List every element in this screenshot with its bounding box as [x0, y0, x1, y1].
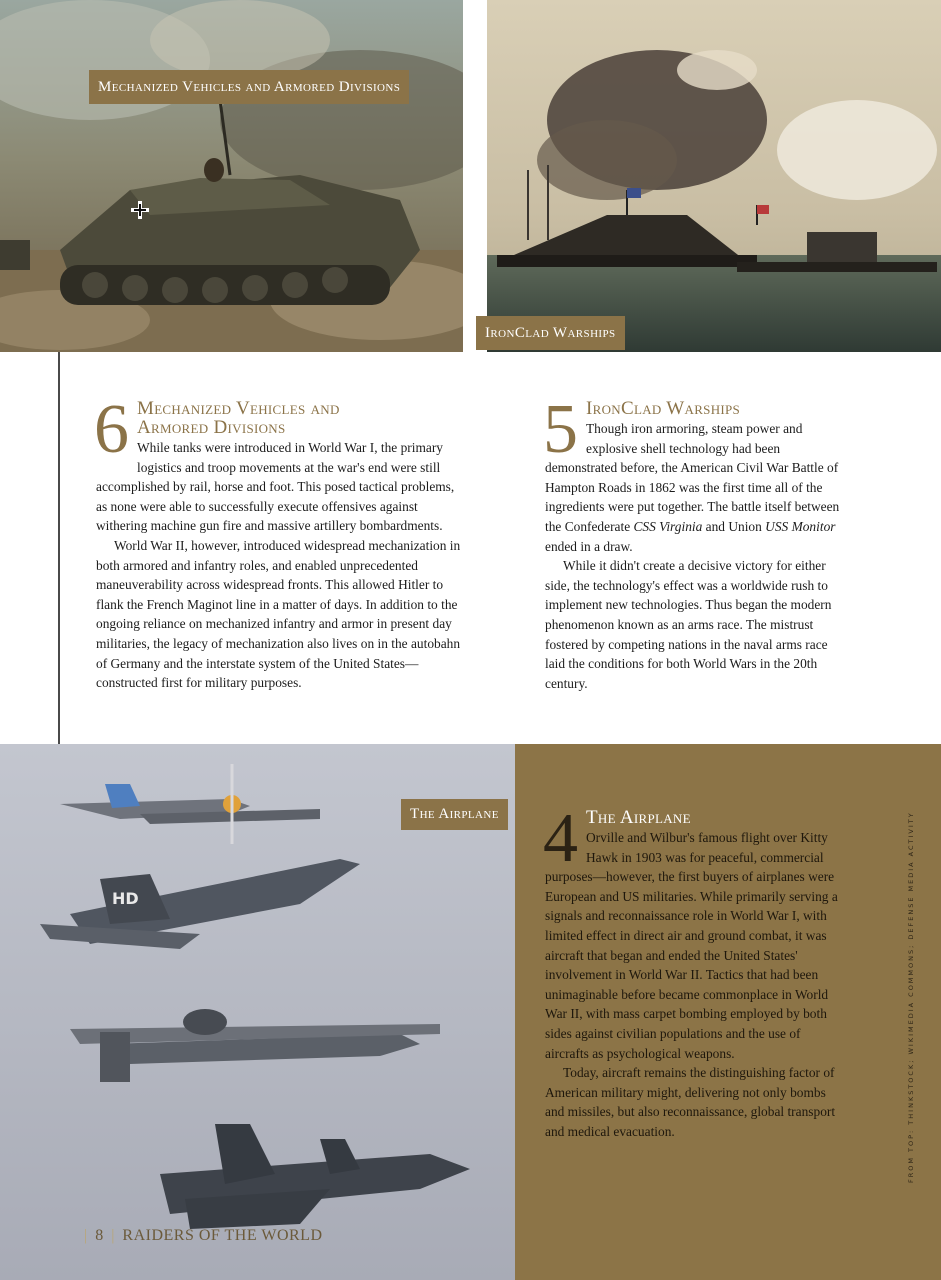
dropcap-number: 4	[543, 800, 578, 877]
article-paragraph	[545, 419, 841, 556]
article-title	[96, 399, 468, 437]
page-number: 8	[95, 1227, 104, 1244]
article-mechanized-vehicles	[94, 391, 468, 693]
svg-text:HD: HD	[112, 889, 139, 908]
article-title: IronClad Warships	[586, 398, 741, 419]
caption-mechanized-vehicles: Mechanized Vehicles and Armored Divisions	[89, 70, 409, 104]
tank-painting-photo	[0, 0, 463, 352]
article-title: The Airplane	[586, 807, 691, 828]
paragraph-text: and Union	[702, 518, 766, 534]
article-ironclad-warships	[543, 391, 841, 693]
page-folio	[76, 1226, 323, 1246]
ironclad-painting-photo	[487, 0, 941, 352]
publication-title: RAIDERS OF THE WORLD	[122, 1227, 323, 1244]
caption-ironclad-warships: IronClad Warships	[476, 316, 625, 350]
column-rule	[58, 352, 60, 744]
article-paragraph: While it didn't create a decisive victory for either side, the technology's effect was a worldwide rush to implement new technologies. Thus began the modern phenomenon known as an arms race. The mistrust fostered by competing nations in the naval arms race laid the conditions for both World Wars in the 20th century.	[545, 558, 832, 691]
article-paragraph: Orville and Wilbur's famous flight over Kitty Hawk in 1903 was for peaceful, commercial purposes—however, the first buyers of airplanes were European and US militaries. While primarily serving a signals and reconnaissance role in World War I, with limited effect in direct air and ground combat, it was aircraft that began and ended the United States' involvement in World War II. Tactics that had been unimaginable before became commonplace in World War II, with mass carpet bombing employed by both sides against civilian populations and the use of aircrafts as psychological weapons.	[545, 830, 838, 1061]
ship-name: USS Monitor	[765, 518, 836, 534]
ship-name: CSS Virginia	[633, 518, 703, 534]
photo-credit: FROM TOP: THINKSTOCK; WIKIMEDIA COMMONS; DEFENSE MEDIA ACTIVITY	[907, 811, 915, 1183]
article-paragraph: World War II, however, introduced widespread mechanization in both armored and infantry roles, and enabled unprecedented maneuverability across widespread fronts. This allowed Hitler to flank the French Maginot line in a matter of days. In addition to the ongoing reliance on mechanized infantry and armor in present day militaries, the legacy of mechanization also lives on in the autobahn of Germany and the interstate system of the United States—constructed first for military purposes.	[96, 537, 461, 691]
article-title-line2: Armored Divisions	[137, 417, 286, 438]
paragraph-text: ended in a draw.	[545, 538, 633, 554]
dropcap-number: 6	[94, 391, 129, 468]
article-paragraph: Today, aircraft remains the distinguishing factor of American military might, delivering not only bombs and missiles, but also reconnaissance, global transport and medical evacuation.	[545, 1065, 836, 1139]
article-paragraph: While tanks were introduced in World War I, the primary logistics and troop movements at the war's end were still accomplished by rail, horse and foot. This posed tactical problems, as none were able to successfully execute offensives against withering machine gun fire and massive artillery bombardments.	[96, 440, 455, 534]
article-title-line1: Mechanized Vehicles and	[137, 398, 340, 419]
folio-divider: |	[111, 1227, 115, 1244]
folio-divider: |	[84, 1227, 88, 1244]
dropcap-number: 5	[543, 391, 578, 468]
article-the-airplane	[543, 800, 841, 1142]
paragraph-text: Though iron armoring, steam power and explosive shell technology had been demonstrated before, the American Civil War Battle of Hampton Roads in 1862 was the first time all of the ingredients were put together. The battle itself between the Confederate	[545, 421, 840, 534]
caption-the-airplane: The Airplane	[401, 799, 508, 830]
